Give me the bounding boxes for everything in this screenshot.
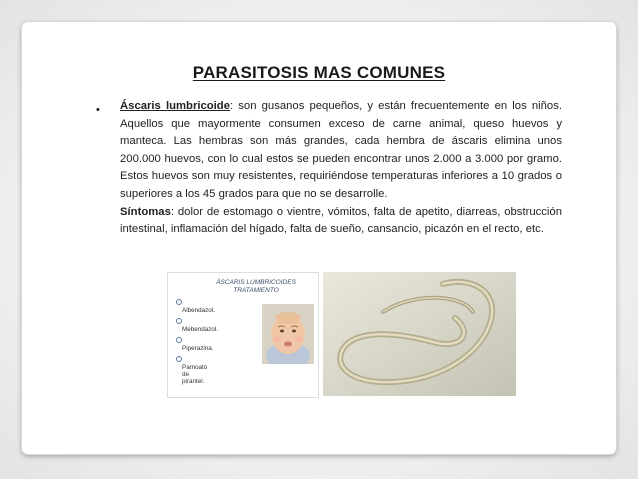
- treatment-list: [176, 299, 219, 385]
- ascaris-description: : son gusanos pequeños, y están frecuentemente en los niños. Aquellos que mayormente consumen exceso de carne animal, queso huevos y manteca. Las hembras son más grandes, cada hembra de áscaris elimina unos 200.000 huevos, con lo cual estos se pueden encontrar unos 2.000 a 3.000 por gramo. Estos huevos son muy resistentes, requiriéndose temperaturas inferiores a 10 grados o superiores a los 45 grados para que no se desarrolle.: [120, 100, 562, 200]
- circle-bullet-icon: [176, 337, 182, 343]
- symptoms-label: Síntomas: [120, 205, 171, 218]
- treatment-card-heading: ÁSCARIS LUMBRICOIDES TRATAMIENTO: [216, 279, 296, 294]
- roundworm-photo: [323, 272, 516, 396]
- bullet-icon: •: [96, 104, 100, 116]
- circle-bullet-icon: [176, 299, 182, 305]
- treatment-item: Piperazina.: [176, 337, 185, 356]
- symptoms-text: : dolor de estomago o vientre, vómitos, falta de apetito, diarreas, obstrucción intestinal, inflamación del hígado, falta de sueño, cansancio, picazón en el recto, etc.: [120, 205, 562, 236]
- page-title: PARASITOSIS MAS COMUNES: [192, 63, 446, 82]
- treatment-item: Mebendazol.: [176, 318, 185, 337]
- treatment-item: Albendazol.: [176, 299, 185, 318]
- circle-bullet-icon: [176, 318, 182, 324]
- circle-bullet-icon: [176, 356, 182, 362]
- paragraph-ascaris: [120, 98, 562, 204]
- treatment-item: Pamoato de pirantel.: [176, 356, 185, 375]
- paragraph-symptoms: [120, 204, 562, 239]
- body-text: [120, 98, 562, 239]
- term-ascaris: Áscaris lumbricoide: [120, 100, 230, 112]
- baby-photo: [262, 304, 314, 364]
